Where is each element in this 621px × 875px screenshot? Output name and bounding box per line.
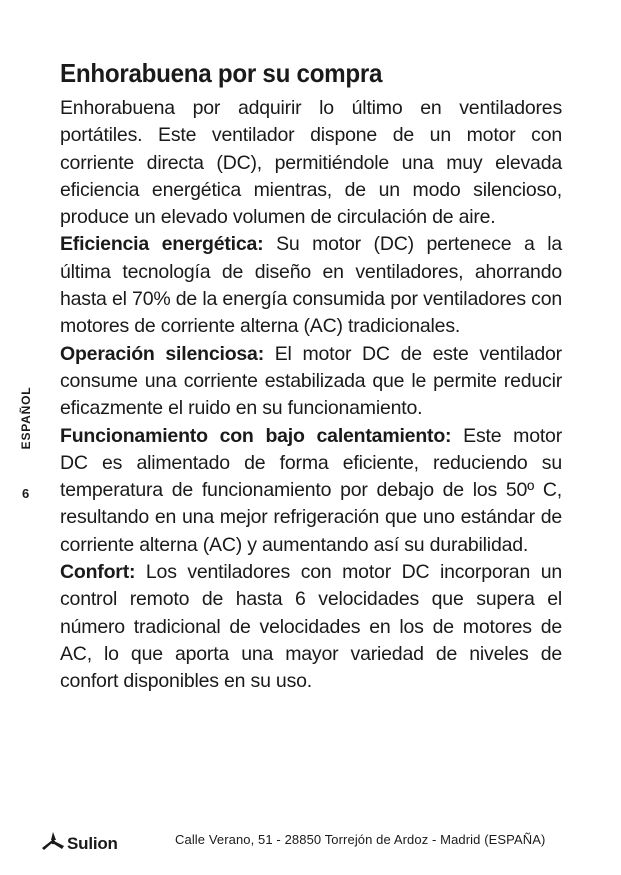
fan-icon [42, 832, 64, 855]
language-side-label: ESPAÑOL [19, 386, 33, 450]
feature-heading: Confort: [60, 561, 136, 584]
feature-heading: Funcionamiento con bajo calentamiento: [60, 424, 452, 447]
feature-text: Este motor DC es alimentado de forma eficiente, reduciendo su temperatura de funcionamiento por debajo de los 50º C, resultando en una mejor refrigeración que uno estándar de corriente alterna (AC) y aumentando así su durabilidad. [60, 424, 562, 556]
feature-paragraph-silent-operation [60, 341, 562, 423]
feature-paragraph-energy-efficiency [60, 231, 562, 340]
feature-heading: Operación silenciosa: [60, 342, 264, 365]
feature-paragraph-low-heat [60, 423, 562, 559]
company-address: Calle Verano, 51 - 28850 Torrejón de Ardoz - Madrid (ESPAÑA) [175, 832, 546, 847]
feature-text: El motor DC de este ventilador consume una corriente estabilizada que le permite reducir eficazmente el ruido en su funcionamiento. [60, 342, 562, 420]
feature-text: Los ventiladores con motor DC incorporan un control remoto de hasta 6 velocidades que supera el número tradicional de velocidades en los de motores de AC, lo que aporta una mayor variedad de niveles de confort disponibles en su uso. [60, 561, 562, 693]
brand-name: Sulion [67, 833, 118, 853]
feature-text: Su motor (DC) pertenece a la última tecnología de diseño en ventiladores, ahorrando hasta el 70% de la energía consumida por ventiladores con motores de corriente alterna (AC) tradicionales. [60, 233, 563, 338]
feature-heading: Eficiencia energética: [60, 233, 264, 256]
body-content [60, 95, 562, 696]
brand-logo [42, 832, 118, 855]
feature-paragraph-comfort [60, 559, 562, 695]
page-number: 6 [22, 486, 30, 501]
intro-paragraph: Enhorabuena por adquirir lo último en ventiladores portátiles. Este ventilador dispone de un motor con corriente directa (DC), permitiéndole una muy elevada eficiencia energética mientras, de un modo silencioso, produce un elevado volumen de circulación de aire. [60, 97, 562, 229]
page-title: Enhorabuena por su compra [60, 58, 383, 88]
